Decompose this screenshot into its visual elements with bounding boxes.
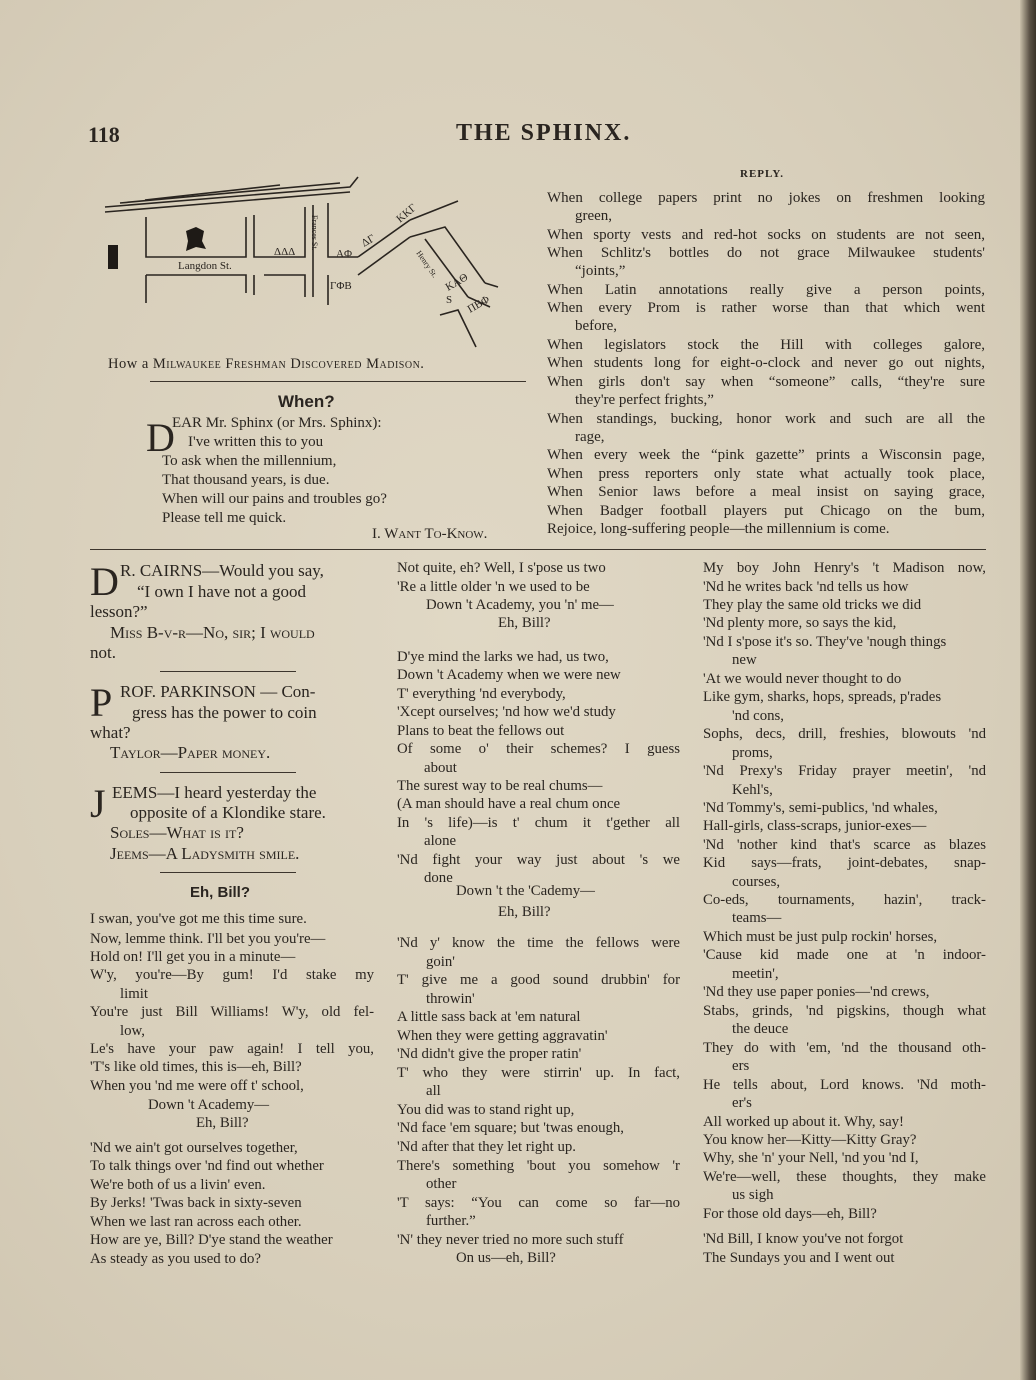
map-label-dg: ΔΓ xyxy=(359,232,378,250)
poem-line: Kid says—frats, joint-debates, snap- xyxy=(703,855,986,871)
joke-line: EEMS—I heard yesterday the xyxy=(112,783,317,802)
poem-line: Sophs, decs, drill, freshies, blowouts 'nd xyxy=(703,726,986,742)
poem-line: 'Nd 'nother kind that's scarce as blazes xyxy=(703,837,986,853)
poem-line: 'Nd he writes back 'nd tells us how xyxy=(703,579,909,595)
poem-line: T' give me a good sound drubbin' for xyxy=(397,972,680,988)
poem-line: 'Nd y' know the time the fellows were xyxy=(397,935,680,951)
map-caption: How a Milwaukee Freshman Discovered Madison. xyxy=(108,356,425,372)
poem-line: 'Xcept ourselves; 'nd how we'd study xyxy=(397,704,616,720)
reply-poem-line: When sporty vests and red-hot socks on students are not seen, xyxy=(547,227,985,243)
poem-line: The surest way to be real chums— xyxy=(397,778,603,794)
poem-line: about xyxy=(424,760,457,776)
book-spine-shadow xyxy=(1020,0,1036,1380)
when-poem-line: When will our pains and troubles go? xyxy=(162,491,387,507)
reply-poem-line: before, xyxy=(575,318,618,334)
map-label-s: S xyxy=(446,294,453,306)
poem-line: Down 't Academy, you 'n' me— xyxy=(426,597,614,613)
caption-rule xyxy=(150,381,526,382)
poem-line: us sigh xyxy=(732,1187,774,1203)
poem-line: We're—well, these thoughts, they make xyxy=(703,1169,986,1185)
reply-poem-line: Rejoice, long-suffering people—the millennium is come. xyxy=(547,521,890,537)
poem-line: A little sass back at 'em natural xyxy=(397,1009,581,1025)
map-label-kao: KAΘ xyxy=(443,271,471,294)
poem-line: further.” xyxy=(426,1213,476,1229)
poem-line: Down 't Academy— xyxy=(148,1097,270,1113)
poem-line: Co-eds, tournaments, hazin', track- xyxy=(703,892,986,908)
madison-map-illustration xyxy=(100,165,520,350)
map-label-street: Langdon St. xyxy=(178,260,232,272)
poem-line: other xyxy=(426,1176,457,1192)
poem-line: er's xyxy=(732,1095,752,1111)
when-poem-dropcap: D xyxy=(146,415,175,460)
poem-line: 'At we would never thought to do xyxy=(703,671,902,687)
poem-line: 'nd cons, xyxy=(732,708,784,724)
poem-line: To talk things over 'nd find out whether xyxy=(90,1158,324,1174)
poem-line: Not quite, eh? Well, I s'pose us two xyxy=(397,560,606,576)
section-divider-rule xyxy=(90,549,986,550)
poem-line: Down 't the 'Cademy— xyxy=(456,883,595,899)
reply-poem-line: rage, xyxy=(575,429,605,445)
joke-separator xyxy=(160,671,296,672)
reply-poem-line: When Latin annotations really give a person points, xyxy=(547,282,985,298)
poem-line: T' everything 'nd everybody, xyxy=(397,686,566,702)
poem-line: For those old days—eh, Bill? xyxy=(703,1206,877,1222)
reply-poem-line: When standings, bucking, honor work and such are all the xyxy=(547,411,985,427)
poem-line: teams— xyxy=(732,910,782,926)
poem-line: We're both of us a livin' even. xyxy=(90,1177,266,1193)
poem-line: (A man should have a real chum once xyxy=(397,796,621,812)
poem-line: D'ye mind the larks we had, us two, xyxy=(397,649,609,665)
poem-line: 'Nd fight your way just about 's we xyxy=(397,852,680,868)
poem-line: Eh, Bill? xyxy=(498,904,551,920)
reply-poem-line: When college papers print no jokes on freshmen looking xyxy=(547,190,985,206)
reply-poem-line: When Senior laws before a meal insist on saying grace, xyxy=(547,484,985,500)
running-title: THE SPHINX. xyxy=(456,120,632,146)
poem-line: Eh, Bill? xyxy=(196,1115,249,1131)
poem-line: You did was to stand right up, xyxy=(397,1102,575,1118)
poem-line: Le's have your paw again! I tell you, xyxy=(90,1041,374,1057)
when-poem-line: To ask when the millennium, xyxy=(162,453,337,469)
poem-line: How are ye, Bill? D'ye stand the weather xyxy=(90,1232,333,1248)
poem-line: new xyxy=(732,652,757,668)
poem-line: Like gym, sharks, hops, spreads, p'rades xyxy=(703,689,942,705)
joke-line: R. CAIRNS—Would you say, xyxy=(120,561,324,580)
poem-line: 'Nd didn't give the proper ratin' xyxy=(397,1046,582,1062)
map-label-adelta: ΔΔΔ xyxy=(274,246,296,258)
reply-poem-line: When students long for eight-o-clock and never go out nights, xyxy=(547,355,985,371)
poem-line: 'T's like old times, this is—eh, Bill? xyxy=(90,1059,302,1075)
poem-line: In 's life)—is t' chum it t'gether all xyxy=(397,815,680,831)
when-poem-line: Please tell me quick. xyxy=(162,510,287,526)
poem-line: Which must be just pulp rockin' horses, xyxy=(703,929,938,945)
poem-line: the deuce xyxy=(732,1021,789,1037)
reply-poem-line: When every week the “pink gazette” prints a Wisconsin page, xyxy=(547,447,985,463)
reply-poem-line: they're perfect frights,” xyxy=(575,392,714,408)
poem-line: 'Nd I s'pose it's so. They've 'nough things xyxy=(703,634,947,650)
poem-line: done xyxy=(424,870,453,886)
poem-line: all xyxy=(426,1083,441,1099)
reply-poem-line: When Schlitz's bottles do not grace Milwaukee students' xyxy=(547,245,985,261)
joke-line: Soles—What is it? xyxy=(110,823,244,842)
joke-line: what? xyxy=(90,723,131,742)
poem-line: By Jerks! 'Twas back in sixty-seven xyxy=(90,1195,302,1211)
when-poem-title: When? xyxy=(278,392,335,411)
joke-dropcap: J xyxy=(90,781,106,826)
eh-bill-title: Eh, Bill? xyxy=(190,884,250,901)
poem-line: When you 'nd me were off t' school, xyxy=(90,1078,304,1094)
poem-line: When they were getting aggravatin' xyxy=(397,1028,608,1044)
poem-line: He tells about, Lord knows. 'Nd moth- xyxy=(703,1077,986,1093)
poem-line: 'Re a little older 'n we used to be xyxy=(397,579,590,595)
poem-line: Now, lemme think. I'll bet you you're— xyxy=(90,931,326,947)
joke-line: lesson?” xyxy=(90,602,148,621)
poem-line: goin' xyxy=(426,954,455,970)
joke-line: Taylor—Paper money. xyxy=(110,743,271,762)
poem-line: Hold on! I'll get you in a minute— xyxy=(90,949,296,965)
joke-separator xyxy=(160,772,296,773)
poem-line: 'Nd after that they let right up. xyxy=(397,1139,576,1155)
poem-line: 'Nd we ain't got ourselves together, xyxy=(90,1140,298,1156)
reply-poem-line: When every Prom is rather worse than that which went xyxy=(547,300,985,316)
poem-line: 'Nd they use paper ponies—'nd crews, xyxy=(703,984,930,1000)
poem-line: 'Nd Prexy's Friday prayer meetin', 'nd xyxy=(703,763,986,779)
poem-line: throwin' xyxy=(426,991,475,1007)
poem-line: They play the same old tricks we did xyxy=(703,597,922,613)
map-label-side-street: Frances St. xyxy=(310,215,319,251)
when-poem-line: That thousand years, is due. xyxy=(162,472,330,488)
poem-line: Hall-girls, class-scraps, junior-exes— xyxy=(703,818,927,834)
poem-line: I swan, you've got me this time sure. xyxy=(90,911,307,927)
poem-line: Plans to beat the fellows out xyxy=(397,723,565,739)
poem-line: 'Cause kid made one at 'n indoor- xyxy=(703,947,986,963)
joke-dropcap: P xyxy=(90,680,113,725)
joke-line: not. xyxy=(90,643,116,662)
joke-line: Jeems—A Ladysmith smile. xyxy=(110,844,300,863)
map-label-kkg: KKΓ xyxy=(394,201,419,226)
poem-line: 'Nd plenty more, so says the kid, xyxy=(703,615,897,631)
poem-line: They do with 'em, 'nd the thousand oth- xyxy=(703,1040,986,1056)
poem-line: Down 't Academy when we were new xyxy=(397,667,621,683)
poem-line: You know her—Kitty—Kitty Gray? xyxy=(703,1132,917,1148)
poem-line: T' who they were stirrin' up. In fact, xyxy=(397,1065,680,1081)
when-poem-signature: I. Want To-Know. xyxy=(372,526,488,542)
poem-line: There's something 'bout you somehow 'r xyxy=(397,1158,680,1174)
poem-line: 'T says: “You can come so far—no xyxy=(397,1195,680,1211)
poem-line: 'Nd Tommy's, semi-publics, 'nd whales, xyxy=(703,800,938,816)
poem-line: 'Nd face 'em square; but 'twas enough, xyxy=(397,1120,625,1136)
when-poem-line: EAR Mr. Sphinx (or Mrs. Sphinx): xyxy=(172,415,382,431)
poem-line: 'N' they never tried no more such stuff xyxy=(397,1232,624,1248)
joke-line: gress has the power to coin xyxy=(132,703,317,722)
poem-line: Of some o' their schemes? I guess xyxy=(397,741,680,757)
poem-line: Kehl's, xyxy=(732,782,773,798)
map-label-gpb: ΓΦB xyxy=(330,280,352,292)
poem-line: When we last ran across each other. xyxy=(90,1214,302,1230)
poem-line: Eh, Bill? xyxy=(498,615,551,631)
page-number: 118 xyxy=(88,122,120,147)
poem-line: All worked up about it. Why, say! xyxy=(703,1114,904,1130)
poem-line: Why, she 'n' your Nell, 'nd you 'nd I, xyxy=(703,1150,919,1166)
reply-poem-line: When legislators stock the Hill with colleges galore, xyxy=(547,337,985,353)
poem-line: On us—eh, Bill? xyxy=(456,1250,556,1266)
poem-line: limit xyxy=(120,986,148,1002)
joke-line: ROF. PARKINSON — Con- xyxy=(120,682,316,701)
poem-line: W'y, you're—By gum! I'd stake my xyxy=(90,967,374,983)
poem-line: courses, xyxy=(732,874,781,890)
poem-line: 'Nd Bill, I know you've not forgot xyxy=(703,1231,904,1247)
map-label-aphi: AΦ xyxy=(336,248,352,260)
poem-line: meetin', xyxy=(732,966,779,982)
building-block-icon xyxy=(108,245,118,269)
poem-line: The Sundays you and I went out xyxy=(703,1250,895,1266)
joke-line: opposite of a Klondike stare. xyxy=(130,803,326,822)
reply-poem-title: REPLY. xyxy=(740,168,785,180)
poem-line: proms, xyxy=(732,745,773,761)
joke-dropcap: D xyxy=(90,559,119,604)
poem-line: alone xyxy=(424,833,457,849)
poem-line: You're just Bill Williams! W'y, old fel- xyxy=(90,1004,374,1020)
poem-line: ers xyxy=(732,1058,750,1074)
poem-line: low, xyxy=(120,1023,145,1039)
reply-poem-line: When press reporters only state what actually took place, xyxy=(547,466,985,482)
when-poem-line: I've written this to you xyxy=(188,434,324,450)
reply-poem-line: “joints,” xyxy=(575,263,626,279)
map-label-pbp: ΠBΦ xyxy=(465,293,492,316)
reply-poem-line: When girls don't say when “someone” calls, “they're sure xyxy=(547,374,985,390)
reply-poem-line: green, xyxy=(575,208,613,224)
joke-separator xyxy=(160,872,296,873)
joke-line: Miss B-v-r—No, sir; I would xyxy=(110,623,315,642)
poem-line: Stabs, grinds, 'nd pigskins, though what xyxy=(703,1003,986,1019)
capitol-star-icon xyxy=(186,227,206,251)
map-label-henry: Henry St. xyxy=(414,248,440,280)
poem-line: As steady as you used to do? xyxy=(90,1251,261,1267)
joke-line: “I own I have not a good xyxy=(137,582,307,601)
reply-poem-line: When Badger football players put Chicago on the bum, xyxy=(547,503,985,519)
poem-line: My boy John Henry's 't Madison now, xyxy=(703,560,986,576)
